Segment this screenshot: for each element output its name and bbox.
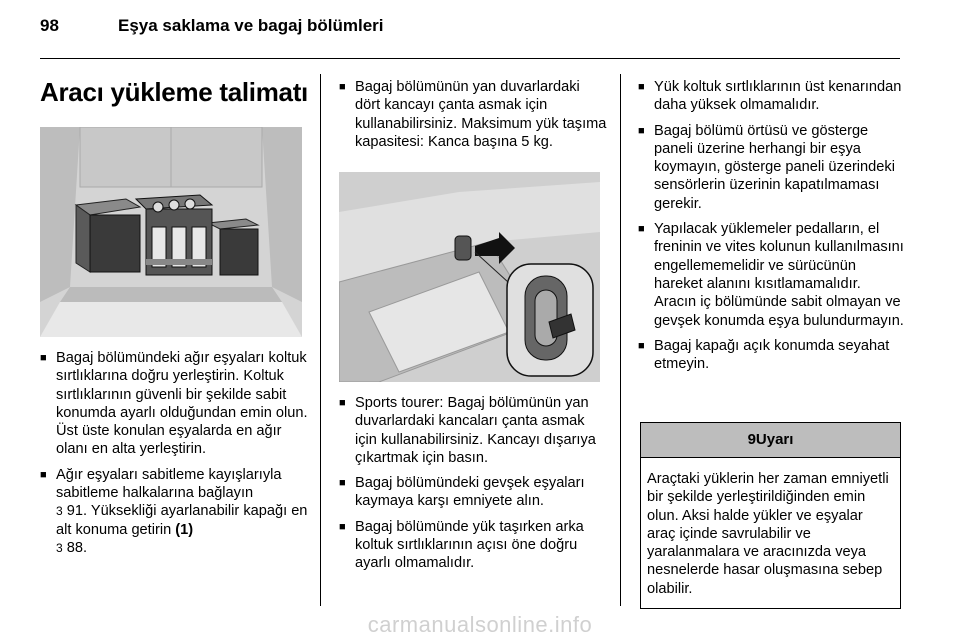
page-reference-link[interactable]: 88 — [66, 539, 83, 556]
bullet-icon: ■ — [339, 477, 346, 490]
list-item — [638, 337, 904, 374]
header-divider — [40, 58, 900, 59]
bullet-icon: ■ — [638, 339, 645, 352]
page-reference-icon: 3 — [56, 540, 63, 555]
list-item-text: Bagaj kapağı açık konumda seyahat etmeyin. — [654, 337, 890, 373]
bullet-icon: ■ — [40, 468, 47, 481]
list-item-text: Bagaj bölümünde yük taşırken arka koltuk sırtlıklarının açısı öne doğru ayarlı olmamalıdır. — [355, 518, 584, 572]
column-2-text-bottom — [339, 394, 607, 580]
list-item — [638, 122, 904, 213]
list-item — [638, 220, 904, 330]
page-header — [40, 14, 900, 48]
list-item — [339, 78, 607, 151]
column-2-text-top — [339, 78, 607, 158]
page-reference-icon: 3 — [56, 504, 63, 519]
watermark: carmanualsonline.info — [367, 612, 593, 637]
warning-header — [641, 423, 900, 458]
list-item-text: Bagaj bölümünün yan duvarlardaki dört kancayı çanta asmak için kullanabilirsiniz. Maksimum yük taşıma kapasitesi: Kanca başına 5 kg. — [355, 79, 607, 150]
bullet-icon: ■ — [339, 81, 346, 93]
column-3-text — [638, 78, 904, 380]
column-divider-2 — [620, 74, 621, 606]
bullet-icon: ■ — [638, 223, 645, 236]
bullet-icon: ■ — [339, 397, 346, 409]
column-divider-1 — [320, 74, 321, 606]
bullet-icon: ■ — [638, 124, 645, 137]
list-item — [339, 394, 607, 467]
bullet-icon: ■ — [40, 352, 47, 364]
bag-hook-illustration — [339, 172, 600, 382]
list-item-text: . — [82, 539, 88, 556]
list-item-text: Yapılacak yüklemeler pedalların, el freninin ve vites kolunun kullanılmasını engellememelidir ve sürücünün hareket alanını kısıtlamamalıdır. Aracın iç bölümünde sabit olmayan ve gevşek konumda eşya bulundurmayın. — [654, 221, 904, 329]
warning-box — [640, 422, 901, 609]
column-1-text — [40, 349, 308, 564]
list-item-text: Bagaj bölümündeki gevşek eşyaları kaymaya karşı emniyete alın. — [355, 475, 585, 510]
list-item-text: . Yüksekliği ayarlanabilir kapağı en alt konuma getirin — [56, 503, 308, 538]
bullet-icon: ■ — [638, 81, 645, 93]
page-number: 98 — [40, 16, 59, 35]
list-item-text: Bagaj bölümündeki ağır eşyaları koltuk sırtlıklarına doğru yerleştirin. Koltuk sırtlıklarının güvenli bir şekilde sabit konumda ayarlı olduğundan emin olun. Üst üste konulan eşyalarda en ağır olanı en alta yerleştirin. — [56, 350, 308, 458]
callout-label: (1) — [175, 521, 194, 538]
hook-illustration-svg — [339, 172, 600, 382]
list-item — [339, 474, 607, 511]
list-item — [638, 78, 904, 115]
warning-title: Uyarı — [755, 431, 794, 448]
list-item — [339, 518, 607, 573]
chapter-title: Eşya saklama ve bagaj bölümleri — [118, 16, 384, 35]
page-reference-link[interactable]: 91 — [66, 503, 83, 520]
bullet-icon: ■ — [339, 520, 346, 533]
cargo-illustration-svg — [40, 127, 302, 337]
list-item-text: Ağır eşyaları sabitleme kayışlarıyla sabitleme halkalarına bağlayın — [56, 466, 282, 502]
cargo-loading-illustration — [40, 127, 302, 337]
list-item-text: Bagaj bölümü örtüsü ve gösterge paneli üzerine herhangi bir eşya koymayın, gösterge paneli üzerindeki sensörlerin üzerinin kapatılmaması gerekir. — [654, 122, 895, 212]
list-item — [40, 349, 308, 459]
list-item — [40, 466, 308, 557]
list-item-text: Sports tourer: Bagaj bölümünün yan duvarlardaki kancaları çanta asmak için kullanabilirsiniz. Kancayı dışarıya çıkartmak için basın. — [355, 395, 596, 466]
list-item-text: Yük koltuk sırtlıklarının üst kenarından daha yüksek olmamalıdır. — [654, 79, 902, 114]
warning-text: Araçtaki yüklerin her zaman emniyetli bir şekilde yerleştirildiğinden emin olun. Aksi halde yükler ve eşyalar araç içinde savrulabilir ve yaralanmalara ve aracınızda veya nesnelerde hasar oluşmasına sebep olabilir. — [647, 471, 889, 597]
section-title: Aracı yükleme talimatı — [40, 77, 308, 107]
warning-triangle-icon: 9 — [747, 431, 756, 448]
